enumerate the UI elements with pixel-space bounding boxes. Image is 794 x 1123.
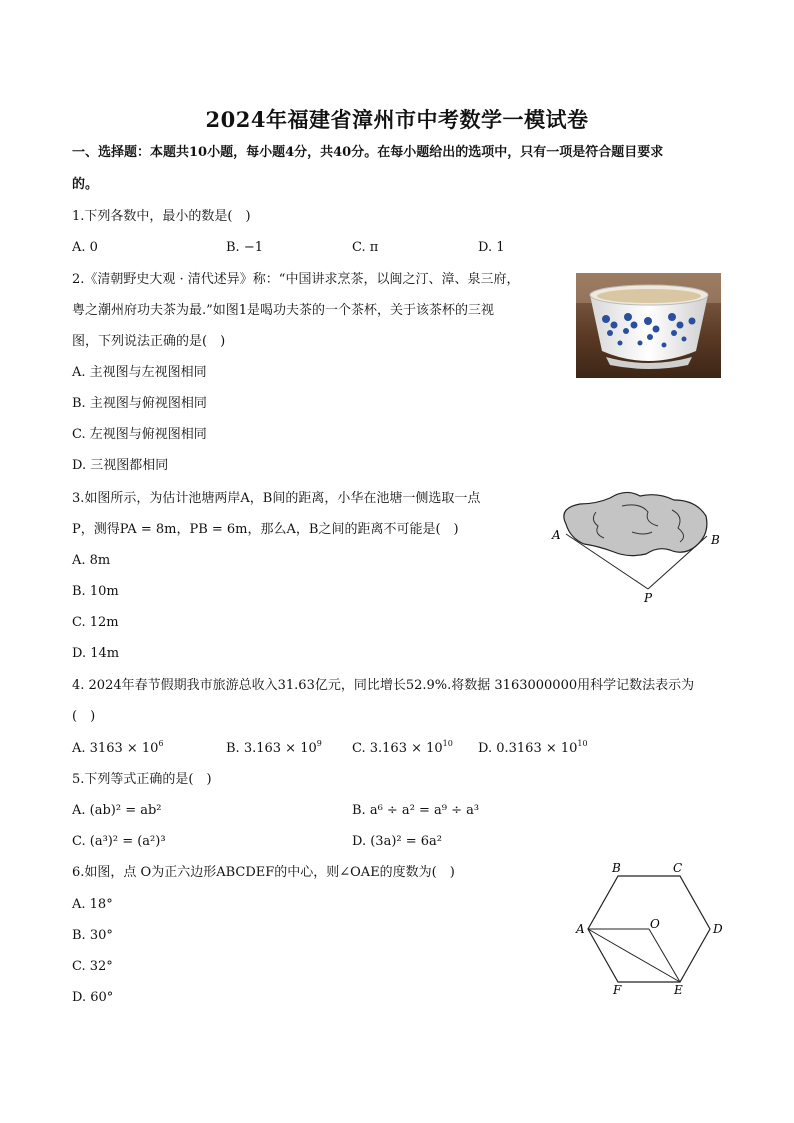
pond-label-a: A bbox=[552, 528, 561, 542]
hexagon-figure bbox=[574, 858, 724, 998]
q4-option-a: A. $3163 \times 10^6$ bbox=[72, 739, 164, 756]
q2-stem-line1: 2.《清朝野史大观 · 清代述异》称：“中国讲求烹茶，以闽之汀、漳、泉三府， bbox=[72, 272, 520, 287]
hex-label-b: B bbox=[612, 861, 621, 875]
hex-label-e: E bbox=[674, 983, 683, 997]
q1-stem: 1.下列各数中，最小的数是( ) bbox=[72, 209, 251, 224]
q2-stem-line2: 粤之潮州府功夫茶为最.”如图1是喝功夫茶的一个茶杯，关于该茶杯的三视 bbox=[72, 303, 495, 318]
q3-option-c: C. 12m bbox=[72, 615, 119, 630]
q5-option-d: D. (3a)² = 6a² bbox=[352, 834, 442, 849]
q2-option-c: C. 左视图与俯视图相同 bbox=[72, 427, 207, 442]
pond-label-p: P bbox=[644, 591, 653, 605]
hex-label-o: O bbox=[650, 917, 660, 931]
q4-option-c: C. $3.163 \times 10^{10}$ bbox=[352, 739, 453, 756]
q2-option-d: D. 三视图都相同 bbox=[72, 458, 169, 473]
q2-option-a: A. 主视图与左视图相同 bbox=[72, 365, 207, 380]
q6-option-a: A. 18° bbox=[72, 897, 113, 912]
q5-option-a: A. (ab)² = ab² bbox=[72, 803, 162, 818]
section-heading-cont: 的。 bbox=[72, 177, 99, 192]
q3-option-d: D. 14m bbox=[72, 646, 120, 661]
q1-option-d: D. 1 bbox=[478, 240, 505, 255]
q4-stem-line2: ( ) bbox=[72, 709, 96, 724]
pond-label-b: B bbox=[711, 533, 720, 547]
section-heading: 一、选择题：本题共10小题，每小题4分，共40分。在每小题给出的选项中，只有一项是符合题目要求 bbox=[72, 145, 664, 160]
q4-option-b: B. $3.163 \times 10^9$ bbox=[226, 739, 322, 756]
q1-option-b: B. −1 bbox=[226, 240, 263, 255]
hex-label-c: C bbox=[673, 861, 683, 875]
q2-stem-line3: 图，下列说法正确的是( ) bbox=[72, 334, 226, 349]
q3-option-b: B. 10m bbox=[72, 584, 119, 599]
q5-option-c: C. (a³)² = (a²)³ bbox=[72, 834, 166, 849]
q4-stem-line1: 4. 2024年春节假期我市旅游总收入31.63亿元，同比增长52.9%.将数据 3163000000用科学记数法表示为 bbox=[72, 678, 695, 693]
hex-label-a: A bbox=[576, 922, 585, 936]
hex-label-f: F bbox=[613, 983, 622, 997]
q5-stem: 5.下列等式正确的是( ) bbox=[72, 772, 212, 787]
q5-option-b: B. a⁶ ÷ a² = a⁹ ÷ a³ bbox=[352, 803, 480, 818]
q3-stem-line1: 3.如图所示，为估计池塘两岸A，B间的距离，小华在池塘一侧选取一点 bbox=[72, 491, 481, 506]
q6-stem: 6.如图，点 O为正六边形ABCDEF的中心，则∠OAE的度数为( ) bbox=[72, 865, 455, 880]
tea-cup-image bbox=[576, 273, 721, 378]
q6-option-d: D. 60° bbox=[72, 990, 114, 1005]
hex-label-d: D bbox=[713, 922, 723, 936]
page-title: 2024年福建省漳州市中考数学一模试卷 bbox=[205, 107, 589, 132]
pond-figure bbox=[548, 486, 728, 606]
q2-option-b: B. 主视图与俯视图相同 bbox=[72, 396, 207, 411]
q6-option-b: B. 30° bbox=[72, 928, 113, 943]
q3-stem-line2: P，测得PA = 8m，PB = 6m，那么A，B之间的距离不可能是( ) bbox=[72, 522, 459, 537]
q1-option-a: A. 0 bbox=[72, 240, 98, 255]
q3-option-a: A. 8m bbox=[72, 553, 111, 568]
q4-option-d: D. $0.3163 \times 10^{10}$ bbox=[478, 739, 588, 756]
q1-option-c: C. π bbox=[352, 240, 379, 255]
q6-option-c: C. 32° bbox=[72, 959, 113, 974]
